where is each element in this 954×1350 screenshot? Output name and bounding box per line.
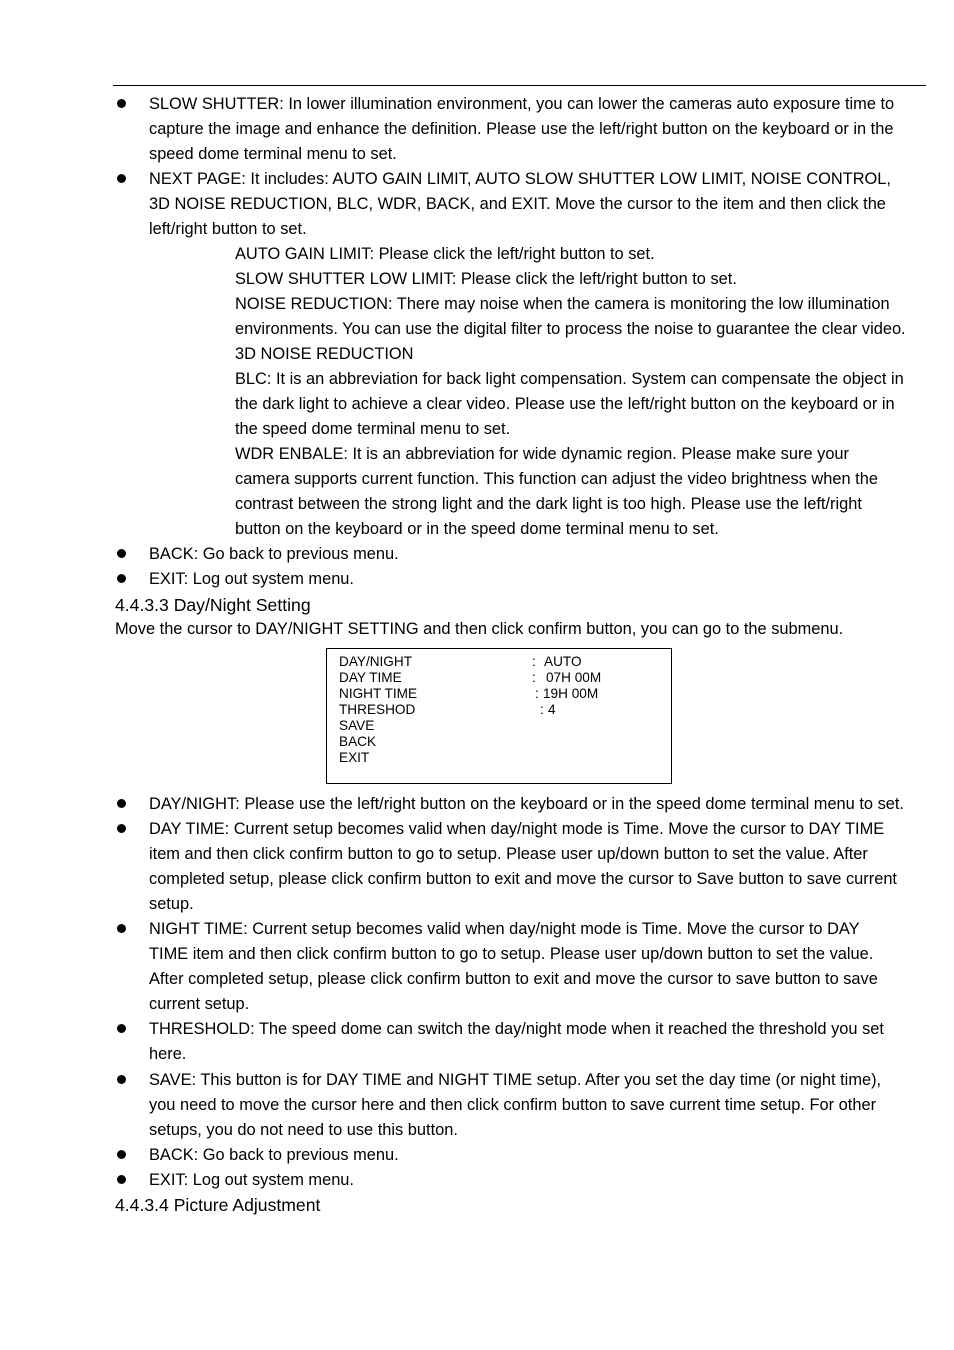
menu-sep-threshold: :	[540, 702, 544, 717]
bullet-day-night	[117, 799, 126, 808]
night-time-desc-4: current setup.	[149, 995, 250, 1013]
bullet-next-page	[117, 174, 126, 183]
exit-text-b: EXIT: Log out system menu.	[149, 1171, 354, 1189]
sub-item-line-4: environments. You can use the digital filter to process the noise to guarantee the clear video.	[235, 320, 906, 338]
menu-sep-night-time: :	[535, 686, 539, 701]
save-desc-1: SAVE: This button is for DAY TIME and NIGHT TIME setup. After you set the day time (or night time),	[149, 1071, 882, 1089]
menu-item-back: BACK	[339, 734, 377, 749]
section-heading-day-night: 4.4.3.3 Day/Night Setting	[115, 595, 311, 615]
bullet-threshold	[117, 1024, 126, 1033]
sub-item-line-2: SLOW SHUTTER LOW LIMIT: Please click the left/right button to set.	[235, 270, 737, 288]
menu-value-night-time: 19H 00M	[543, 686, 599, 701]
bullet-day-time	[117, 824, 126, 833]
menu-item-exit: EXIT	[339, 750, 370, 765]
next-page-line-2: 3D NOISE REDUCTION, BLC, WDR, BACK, and EXIT. Move the cursor to the item and then click the	[149, 195, 886, 213]
bullet-slow-shutter	[117, 99, 126, 108]
sub-item-line-8: the speed dome terminal menu to set.	[235, 420, 511, 438]
bullet-back-b	[117, 1150, 126, 1159]
bullet-save	[117, 1075, 126, 1084]
sub-item-line-12: button on the keyboard or in the speed dome terminal menu to set.	[235, 520, 719, 538]
save-desc-2: you need to move the cursor here and then click confirm button to save current time setup. For other	[149, 1096, 877, 1114]
day-night-menu-box	[326, 648, 672, 784]
bullet-back-a	[117, 549, 126, 558]
menu-label-threshold: THRESHOD	[339, 702, 416, 717]
menu-label-day-night: DAY/NIGHT	[339, 654, 413, 669]
exit-text-a: EXIT: Log out system menu.	[149, 570, 354, 588]
threshold-desc-1: THRESHOLD: The speed dome can switch the day/night mode when it reached the threshold you set	[149, 1020, 884, 1038]
menu-value-day-time: 07H 00M	[546, 670, 602, 685]
back-text-a: BACK: Go back to previous menu.	[149, 545, 399, 563]
header-rule	[113, 85, 926, 86]
sub-item-line-7: the dark light to achieve a clear video. Please use the left/right button on the keyboard or in	[235, 395, 895, 413]
day-time-desc-1: DAY TIME: Current setup becomes valid when day/night mode is Time. Move the cursor to DAY TIME	[149, 820, 885, 838]
day-night-desc-1: DAY/NIGHT: Please use the left/right button on the keyboard or in the speed dome terminal menu to set.	[149, 795, 904, 813]
slow-shutter-line-3: speed dome terminal menu to set.	[149, 145, 397, 163]
day-night-intro: Move the cursor to DAY/NIGHT SETTING and then click confirm button, you can go to the submenu.	[115, 620, 844, 638]
sub-item-line-3: NOISE REDUCTION: There may noise when the camera is monitoring the low illumination	[235, 295, 890, 313]
menu-value-day-night: AUTO	[544, 654, 582, 669]
sub-item-line-1: AUTO GAIN LIMIT: Please click the left/right button to set.	[235, 245, 655, 263]
sub-item-line-9: WDR ENBALE: It is an abbreviation for wide dynamic region. Please make sure your	[235, 445, 850, 463]
slow-shutter-line-2: capture the image and enhance the definition. Please use the left/right button on the keyboard or in the	[149, 120, 894, 138]
menu-value-threshold: 4	[548, 702, 556, 717]
night-time-desc-1: NIGHT TIME: Current setup becomes valid when day/night mode is Time. Move the cursor to DAY	[149, 920, 860, 938]
day-time-desc-2: item and then click confirm button to go to setup. Please user up/down button to set the value. After	[149, 845, 868, 863]
threshold-desc-2: here.	[149, 1045, 187, 1063]
menu-item-save: SAVE	[339, 718, 375, 733]
slow-shutter-line-1: SLOW SHUTTER: In lower illumination environment, you can lower the cameras auto exposure time to	[149, 95, 895, 113]
menu-sep-day-night: :	[532, 654, 536, 669]
night-time-desc-2: TIME item and then click confirm button to go to setup. Please user up/down button to set the value.	[149, 945, 874, 963]
save-desc-3: setups, you do not need to use this button.	[149, 1121, 458, 1139]
menu-label-day-time: DAY TIME	[339, 670, 402, 685]
next-page-line-1: NEXT PAGE: It includes: AUTO GAIN LIMIT, AUTO SLOW SHUTTER LOW LIMIT, NOISE CONTROL,	[149, 170, 891, 188]
sub-item-line-10: camera supports current function. This function can adjust the video brightness when the	[235, 470, 878, 488]
next-page-line-3: left/right button to set.	[149, 220, 307, 238]
day-time-desc-3: completed setup, please click confirm button to exit and move the cursor to Save button to save current	[149, 870, 897, 888]
menu-label-night-time: NIGHT TIME	[339, 686, 418, 701]
day-time-desc-4: setup.	[149, 895, 194, 913]
sub-item-line-5: 3D NOISE REDUCTION	[235, 345, 414, 363]
bullet-night-time	[117, 924, 126, 933]
night-time-desc-3: After completed setup, please click confirm button to exit and move the cursor to save button to save	[149, 970, 878, 988]
back-text-b: BACK: Go back to previous menu.	[149, 1146, 399, 1164]
menu-sep-day-time: :	[532, 670, 536, 685]
section-heading-picture-adjustment: 4.4.3.4 Picture Adjustment	[115, 1195, 321, 1215]
sub-item-line-11: contrast between the strong light and the dark light is too high. Please use the left/right	[235, 495, 862, 513]
bullet-exit-a	[117, 574, 126, 583]
sub-item-line-6: BLC: It is an abbreviation for back light compensation. System can compensate the object in	[235, 370, 904, 388]
bullet-exit-b	[117, 1175, 126, 1184]
